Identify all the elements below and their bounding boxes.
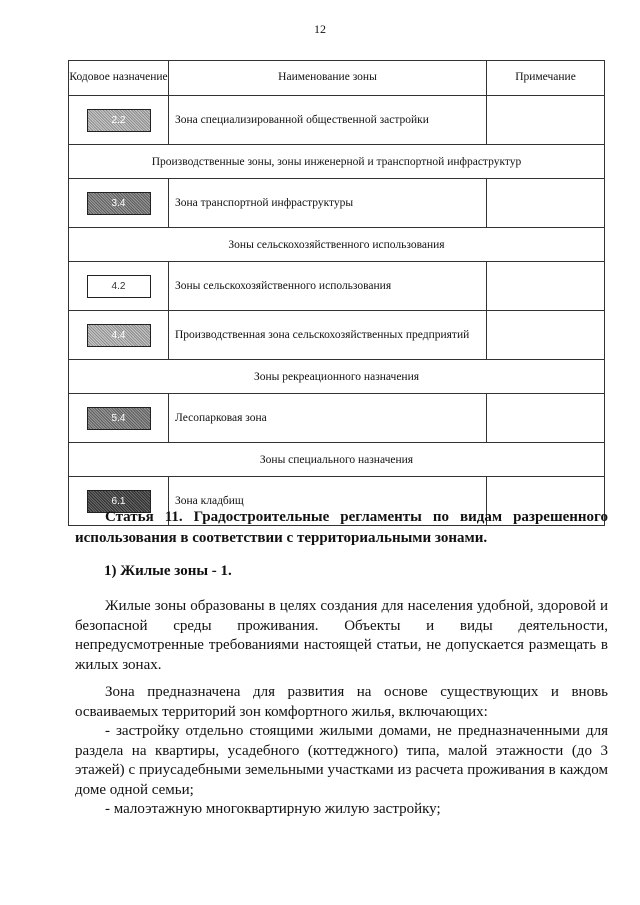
zone-swatch: 2.2 bbox=[87, 109, 151, 132]
zone-name: Зоны сельскохозяйственного использования bbox=[169, 262, 487, 311]
zone-row bbox=[69, 96, 605, 145]
zone-group-label: Производственные зоны, зоны инженерной и транспортной инфраструктур bbox=[69, 145, 605, 179]
zone-swatch: 3.4 bbox=[87, 192, 151, 215]
zone-code-cell bbox=[69, 311, 169, 360]
paragraph: Жилые зоны образованы в целях создания для населения удобной, здоровой и безопасной среды проживания. Объекты и виды деятельности, непредусмотренные требованиями настоящей статьи, не допускается размещать в жилых зонах. bbox=[75, 598, 608, 673]
header-code: Кодовое назначение bbox=[69, 61, 169, 96]
zone-note bbox=[487, 311, 605, 360]
zone-group-row bbox=[69, 443, 605, 477]
zone-note bbox=[487, 262, 605, 311]
zone-code-cell bbox=[69, 179, 169, 228]
list-item: - малоэтажную многоквартирную жилую застройку; bbox=[105, 801, 441, 817]
zone-group-row bbox=[69, 145, 605, 179]
zone-code-cell bbox=[69, 262, 169, 311]
article-title: Статья 11. Градостроительные регламенты по видам разрешенного использования в соответствии с территориальными зонами. bbox=[75, 509, 608, 546]
page-number: 12 bbox=[314, 22, 326, 36]
zone-code-cell bbox=[69, 394, 169, 443]
zone-row bbox=[69, 311, 605, 360]
zone-name: Зона кладбищ bbox=[169, 477, 487, 526]
zone-name: Зона специализированной общественной застройки bbox=[169, 96, 487, 145]
zones-table-body bbox=[69, 96, 605, 526]
zone-row bbox=[69, 394, 605, 443]
zones-table bbox=[68, 60, 605, 526]
zone-swatch: 5.4 bbox=[87, 407, 151, 430]
zone-swatch: 4.4 bbox=[87, 324, 151, 347]
section-title: 1) Жилые зоны - 1. bbox=[104, 563, 232, 579]
zone-code-cell bbox=[69, 96, 169, 145]
zone-row bbox=[69, 262, 605, 311]
zone-row bbox=[69, 179, 605, 228]
zone-note bbox=[487, 394, 605, 443]
zone-name: Зона транспортной инфраструктуры bbox=[169, 179, 487, 228]
header-name: Наименование зоны bbox=[169, 61, 487, 96]
zone-note bbox=[487, 179, 605, 228]
zone-name: Производственная зона сельскохозяйственных предприятий bbox=[169, 311, 487, 360]
zone-swatch: 4.2 bbox=[87, 275, 151, 298]
zone-name: Лесопарковая зона bbox=[169, 394, 487, 443]
table-header-row bbox=[69, 61, 605, 96]
zone-group-label: Зоны рекреационного назначения bbox=[69, 360, 605, 394]
zone-group-label: Зоны специального назначения bbox=[69, 443, 605, 477]
zone-group-label: Зоны сельскохозяйственного использования bbox=[69, 228, 605, 262]
header-note: Примечание bbox=[487, 61, 605, 96]
list-item: - застройку отдельно стоящими жилыми домами, не предназначенными для раздела на квартиры, усадебного (коттеджного) типа, малой этажности (до 3 этажей) с приусадебными земельными участками из расчета проживания в каждом доме одной семьи; bbox=[75, 723, 608, 798]
zone-group-row bbox=[69, 228, 605, 262]
paragraph: Зона предназначена для развития на основе существующих и вновь осваиваемых территорий зон комфортного жилья, включающих: bbox=[75, 684, 608, 720]
body-text bbox=[75, 597, 608, 820]
zone-note bbox=[487, 96, 605, 145]
zone-swatch: 6.1 bbox=[87, 490, 151, 513]
zone-group-row bbox=[69, 360, 605, 394]
